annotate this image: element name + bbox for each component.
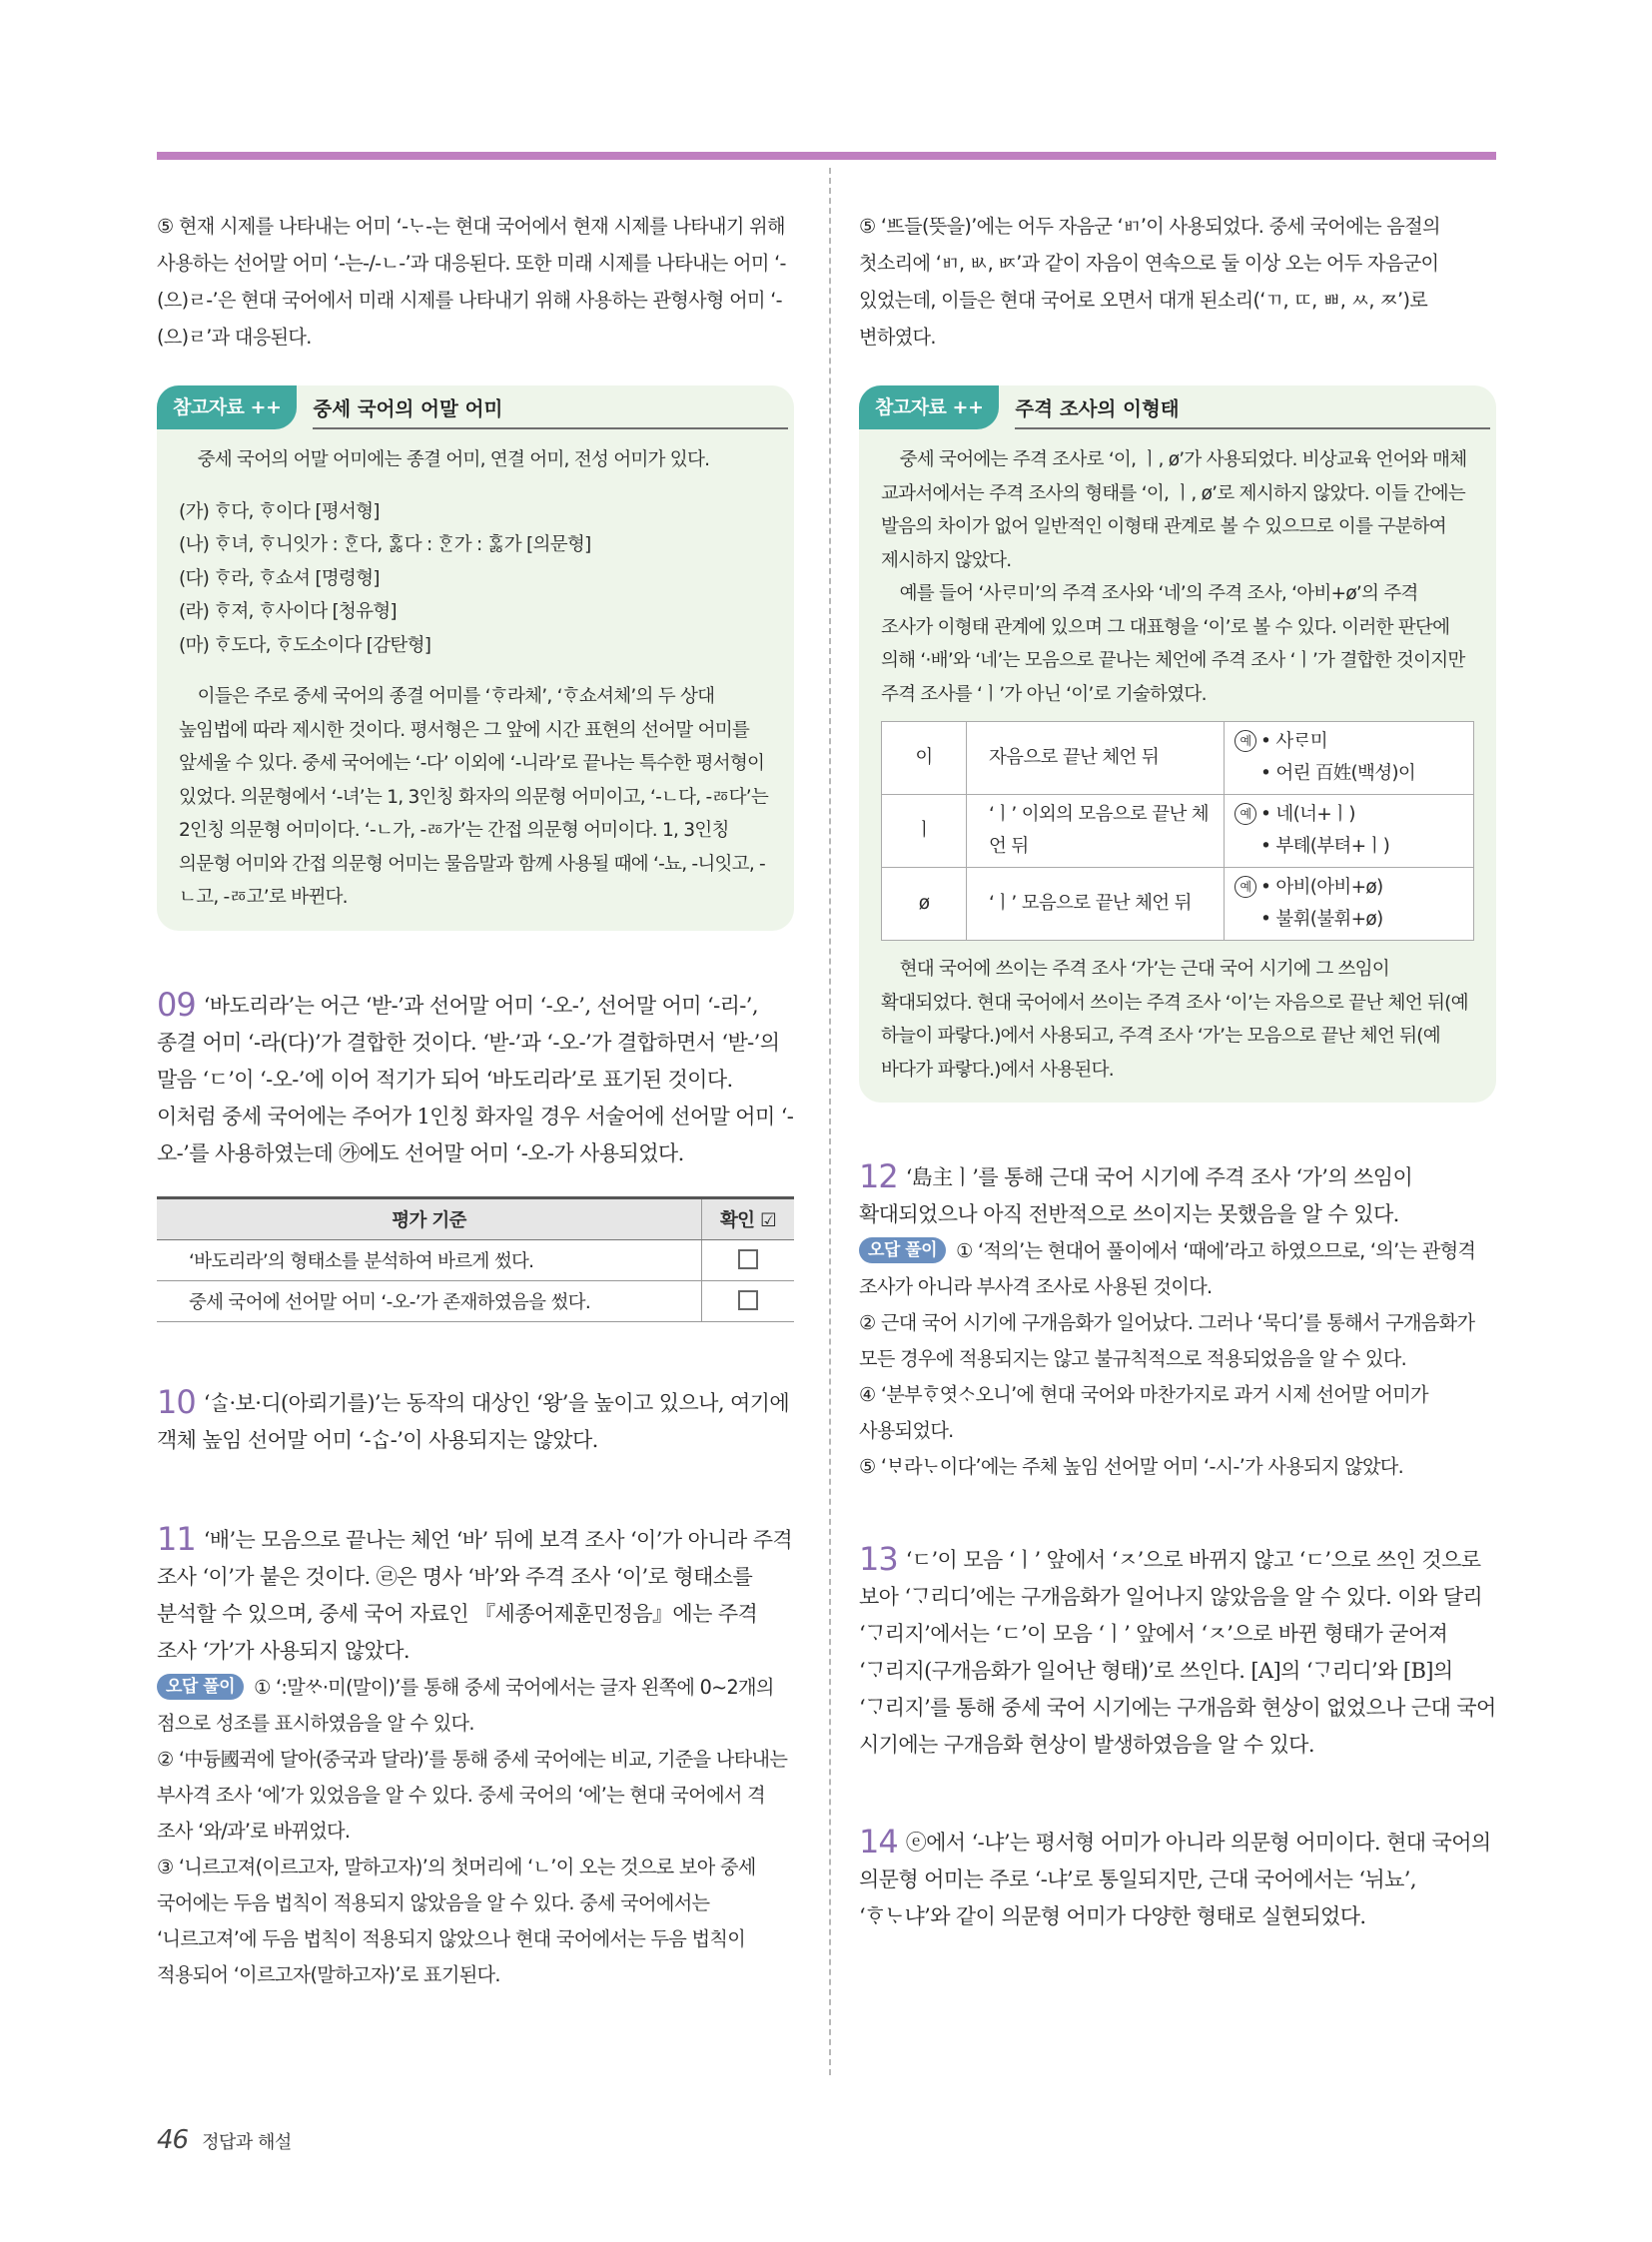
question-number: 14 — [859, 1823, 898, 1861]
reference-intro: 중세 국어의 어말 어미에는 종결 어미, 연결 어미, 전성 어미가 있다. — [197, 449, 710, 470]
answer-item-5-left: ⑤ 현재 시제를 나타내는 어미 ‘-ᄂᆞ-는 현대 국어에서 현재 시제를 나타내기 위해 사용하는 선어말 어미 ‘-는-/-ㄴ-’과 대응된다. 또한 미래 시제를 나타내는 어미 ‘-(으)ㄹ-’은 현대 국어에서 미래 시제를 나타내기 위해 사용하는 관형사형 어미 ‘-(으)ㄹ’과 대응된다. — [157, 215, 786, 349]
table-row — [882, 795, 1474, 868]
wrong-answer-badge: 오답 풀이 — [859, 1237, 946, 1263]
wrong-answer-explanation-2: ② 근대 국어 시기에 구개음화가 일어났다. 그러나 ‘묵디’를 통해서 구개음화가 모든 경우에 적용되지는 않고 불규칙적으로 적용되었음을 알 수 있다. — [859, 1311, 1475, 1370]
wrong-answer-badge: 오답 풀이 — [157, 1674, 244, 1700]
page-number: 46 — [157, 2125, 189, 2155]
particle-condition: ‘ㅣ’ 모음으로 끝난 체언 뒤 — [967, 868, 1225, 941]
example-line: • 사ᄅᆞ미 — [1260, 731, 1327, 752]
reference-body: 이들은 주로 중세 국어의 종결 어미를 ‘ᄒᆞ라체’, ‘ᄒᆞ쇼셔체’의 두 상대 높임법에 따라 제시한 것이다. 평서형은 그 앞에 시간 표현의 선어말 어미를 앞세울 수 있다. 중세 국어에는 ‘-다’ 이외에 ‘-니라’로 끝나는 특수한 평서형이 있었다. 의문형에서 ‘-녀’는 1, 3인칭 화자의 의문형 어미이고, ‘-ㄴ다, -ㅭ다’는 2인칭 의문형 어미이다. ‘-ㄴ가, -ㅭ가’는 간접 의문형 어미이다. 1, 3인칭 의문형 어미와 간접 의문형 어미는 물음말과 함께 사용될 때에 ‘-뇨, -니잇고, -ㄴ고, -ㅭ고’로 바뀐다. — [179, 686, 769, 908]
table-row — [157, 1239, 794, 1280]
reference-header — [859, 385, 1496, 429]
example-mark-icon: 예 — [1235, 730, 1256, 752]
question-14 — [859, 1824, 1496, 1935]
reference-paragraph-2: 예를 들어 ‘사ᄅᆞ미’의 주격 조사와 ‘네’의 주격 조사, ‘아비+ø’의 주격 조사가 이형태 관계에 있으며 그 대표형을 ‘이’로 볼 수 있다. 이러한 판단에 의해 ‘·배’와 ‘네’는 모음으로 끝나는 체언에 주격 조사 ‘ㅣ’가 결합한 것이지만 주격 조사를 ‘ㅣ’가 아닌 ‘이’로 기술하였다. — [881, 583, 1465, 705]
example-list-item: (가) ᄒᆞ다, ᄒᆞ이다 [평서형] — [179, 500, 380, 522]
question-text: ‘바도리라’는 어근 ‘받-’과 선어말 어미 ‘-오-’, 선어말 어미 ‘-리-’, 종결 어미 ‘-라(다)’가 결합한 것이다. ‘받-’과 ‘-오-’가 결합하면서 ‘받-’의 말음 ‘ㄷ’이 ‘-오-’에 이어 적기가 되어 ‘바도리라’로 표기된 것이다. 이처럼 중세 국어에는 주어가 1인칭 화자일 경우 서술어에 선어말 어미 ‘-오-’를 사용하였는데 ㉮에도 선어말 어미 ‘-오-가 사용되었다. — [157, 993, 794, 1165]
table-row — [882, 868, 1474, 941]
left-column — [157, 208, 794, 1993]
example-mark-icon: 예 — [1235, 876, 1256, 898]
question-12 — [859, 1158, 1496, 1233]
particle-condition: 자음으로 끝난 체언 뒤 — [967, 722, 1225, 795]
question-09 — [157, 987, 794, 1172]
example-mark-icon: 예 — [1235, 803, 1256, 825]
criteria-cell: 중세 국어에 선어말 어미 ‘-오-’가 존재하였음을 썼다. — [157, 1280, 702, 1321]
example-list-item: (다) ᄒᆞ라, ᄒᆞ쇼셔 [명령형] — [179, 567, 380, 589]
footer-label: 정답과 해설 — [202, 2132, 292, 2153]
answer-item-5-right: ⑤ ‘ᄠᅳ들(뜻을)’에는 어두 자음군 ‘ㅲ’이 사용되었다. 중세 국어에는 음절의 첫소리에 ‘ㅲ, ㅄ, ㅶ’과 같이 자음이 연속으로 둘 이상 오는 어두 자음군이 있었는데, 이들은 현대 국어로 오면서 대개 된소리(‘ㄲ, ㄸ, ㅃ, ㅆ, ㅉ’)로 변하였다. — [859, 215, 1440, 349]
question-10 — [157, 1384, 794, 1459]
criteria-cell: ‘바도리라’의 형태소를 분석하여 바르게 썼다. — [157, 1239, 702, 1280]
subject-particle-table — [881, 721, 1474, 941]
check-header: 확인 ☑ — [702, 1197, 795, 1239]
example-list-item: (라) ᄒᆞ져, ᄒᆞ사이다 [청유형] — [179, 601, 397, 622]
question-11 — [157, 1521, 794, 1670]
example-list-item: (마) ᄒᆞ도다, ᄒᆞ도소이다 [감탄형] — [179, 634, 431, 656]
reference-paragraph-1: 중세 국어에는 주격 조사로 ‘이, ㅣ, ø’가 사용되었다. 비상교육 언어와 매체 교과서에서는 주격 조사의 형태를 ‘이, ㅣ, ø’로 제시하지 않았다. 이들 간에는 발음의 차이가 없어 일반적인 이형태 관계로 볼 수 있으므로 이를 구분하여 제시하지 않았다. — [881, 449, 1467, 571]
question-number: 11 — [157, 1519, 196, 1558]
checkbox[interactable] — [738, 1290, 758, 1310]
question-number: 10 — [157, 1382, 196, 1421]
particle-form: ø — [882, 868, 967, 941]
reference-box-subject-particle — [859, 385, 1496, 1103]
top-accent-bar — [157, 152, 1496, 160]
question-13 — [859, 1541, 1496, 1764]
particle-example — [1225, 722, 1474, 795]
example-line: • 어린 百姓(백셩)이 — [1260, 763, 1416, 784]
particle-example — [1225, 795, 1474, 868]
question-text: ‘ᄉᆞᆯ·보·디(아뢰기를)’는 동작의 대상인 ‘왕’을 높이고 있으나, 여기에 객체 높임 선어말 어미 ‘-ᄉᆞᆸ-’이 사용되지는 않았다. — [157, 1390, 790, 1452]
wrong-answer-explanation-2: ② ‘中듕國귁에 달아(중국과 달라)’를 통해 중세 국어에는 비교, 기준을 나타내는 부사격 조사 ‘에’가 있었음을 알 수 있다. 중세 국어의 ‘에’는 현대 국어에서 격 조사 ‘와/과’로 바뀌었다. — [157, 1747, 788, 1843]
evaluation-table — [157, 1196, 794, 1322]
question-number: 09 — [157, 985, 196, 1024]
reference-title: 주격 조사의 이형태 — [1015, 393, 1490, 429]
wrong-answer-explanation-3: ③ ‘니르고져(이르고자, 말하고자)’의 첫머리에 ‘ㄴ’이 오는 것으로 보아 중세 국어에는 두음 법칙이 적용되지 않았음을 알 수 있다. 중세 국어에서는 ‘니르고져’에 두음 법칙이 적용되지 않았으나 현대 국어에서는 두음 법칙이 적용되어 ‘이르고자(말하고자)’로 표기된다. — [157, 1855, 756, 1986]
question-text: ‘배’는 모음으로 끝나는 체언 ‘바’ 뒤에 보격 조사 ‘이’가 아니라 주격 조사 ‘이’가 붙은 것이다. ㉣은 명사 ‘바’와 주격 조사 ‘이’로 형태소를 분석할 수 있으며, 중세 국어 자료인 『세종어제훈민정음』에는 주격 조사 ‘가’가 사용되지 않았다. — [157, 1527, 793, 1663]
check-cell — [702, 1280, 795, 1321]
page-footer — [157, 2125, 292, 2155]
particle-form: 이 — [882, 722, 967, 795]
question-text: ⓔ에서 ‘-냐’는 평서형 어미가 아니라 의문형 어미이다. 현대 국어의 의문형 어미는 주로 ‘-냐’로 통일되지만, 근대 국어에서는 ‘뉘뇨’, ‘ᄒᆞᄂᆞ냐’와 같이 의문형 어미가 다양한 형태로 실현되었다. — [859, 1831, 1491, 1928]
particle-example — [1225, 868, 1474, 941]
reference-header — [157, 385, 794, 429]
example-line: • 부톄(부텨+ㅣ) — [1260, 836, 1390, 857]
explanation-text: ① ‘적의’는 현대어 풀이에서 ‘때에’라고 하였으므로, ‘의’는 관형격 조사가 아니라 부사격 조사로 사용된 것이다. — [859, 1239, 1476, 1298]
reference-paragraph-3: 현대 국어에 쓰이는 주격 조사 ‘가’는 근대 국어 시기에 그 쓰임이 확대되었다. 현대 국어에서 쓰이는 주격 조사 ‘이’는 자음으로 끝난 체언 뒤(예 하늘이 파랗다.)에서 사용되고, 주격 조사 ‘가’는 모음으로 끝난 체언 뒤(예 바다가 파랗다.)에서 사용된다. — [881, 959, 1468, 1081]
right-column — [859, 208, 1496, 1935]
wrong-answer-explanation-1 — [859, 1233, 1496, 1305]
question-text: ‘ㄷ’이 모음 ‘ㅣ’ 앞에서 ‘ㅈ’으로 바뀌지 않고 ‘ㄷ’으로 쓰인 것으로 보아 ‘ᄀᆞ리디’에는 구개음화가 일어나지 않았음을 알 수 있다. 이와 달리 ‘ᄀᆞ리지’에서는 ‘ㄷ’이 모음 ‘ㅣ’ 앞에서 ‘ㅈ’으로 바뀐 형태가 굳어져 ‘ᄀᆞ리지(구개음화가 일어난 형태)’로 쓰인다. [A]의 ‘ᄀᆞ리디’와 [B]의 ‘ᄀᆞ리지’를 통해 중세 국어 시기에는 구개음화 현상이 없었으나 근대 국어 시기에는 구개음화 현상이 발생하였음을 알 수 있다. — [859, 1548, 1496, 1757]
reference-tag: 참고자료 ++ — [157, 385, 297, 429]
question-text: ‘島主ㅣ’를 통해 근대 국어 시기에 주격 조사 ‘가’의 쓰임이 확대되었으나 아직 전반적으로 쓰이지는 못했음을 알 수 있다. — [859, 1165, 1413, 1226]
table-row — [157, 1280, 794, 1321]
reference-title: 중세 국어의 어말 어미 — [313, 393, 788, 429]
particle-condition: ‘ㅣ’ 이외의 모음으로 끝난 체언 뒤 — [967, 795, 1225, 868]
reference-tag: 참고자료 ++ — [859, 385, 999, 429]
example-list-item: (나) ᄒᆞ녀, ᄒᆞ니잇가 : ᄒᆞᆫ다, ᄒᆞᇙ다 : ᄒᆞᆫ가 : ᄒᆞᇙ가 [의문형] — [179, 534, 591, 555]
column-divider — [829, 168, 831, 2075]
table-header-row — [157, 1197, 794, 1239]
table-row — [882, 722, 1474, 795]
particle-form: ㅣ — [882, 795, 967, 868]
explanation-text: ① ‘:말ᄊᆞ·미(말이)’를 통해 중세 국어에서는 글자 왼쪽에 0~2개의 점으로 성조를 표시하였음을 알 수 있다. — [157, 1675, 774, 1735]
wrong-answer-explanation-5: ⑤ ‘ᄇᆞ라ᄂᆞ이다’에는 주체 높임 선어말 어미 ‘-시-’가 사용되지 않았다. — [859, 1455, 1404, 1478]
criteria-header: 평가 기준 — [157, 1197, 702, 1239]
wrong-answer-explanation-1 — [157, 1670, 794, 1742]
example-line: • 아비(아비+ø) — [1260, 877, 1383, 898]
wrong-answer-explanation-4: ④ ‘분부ᄒᆞ엿ᄉᆞ오니’에 현대 국어와 마찬가지로 과거 시제 선어말 어미가 사용되었다. — [859, 1383, 1428, 1442]
question-number: 13 — [859, 1540, 898, 1578]
example-line: • 불휘(불휘+ø) — [1260, 909, 1383, 930]
checkbox[interactable] — [738, 1249, 758, 1269]
question-number: 12 — [859, 1157, 898, 1195]
check-cell — [702, 1239, 795, 1280]
example-line: • 네(너+ㅣ) — [1260, 804, 1355, 825]
reference-box-endings — [157, 385, 794, 931]
